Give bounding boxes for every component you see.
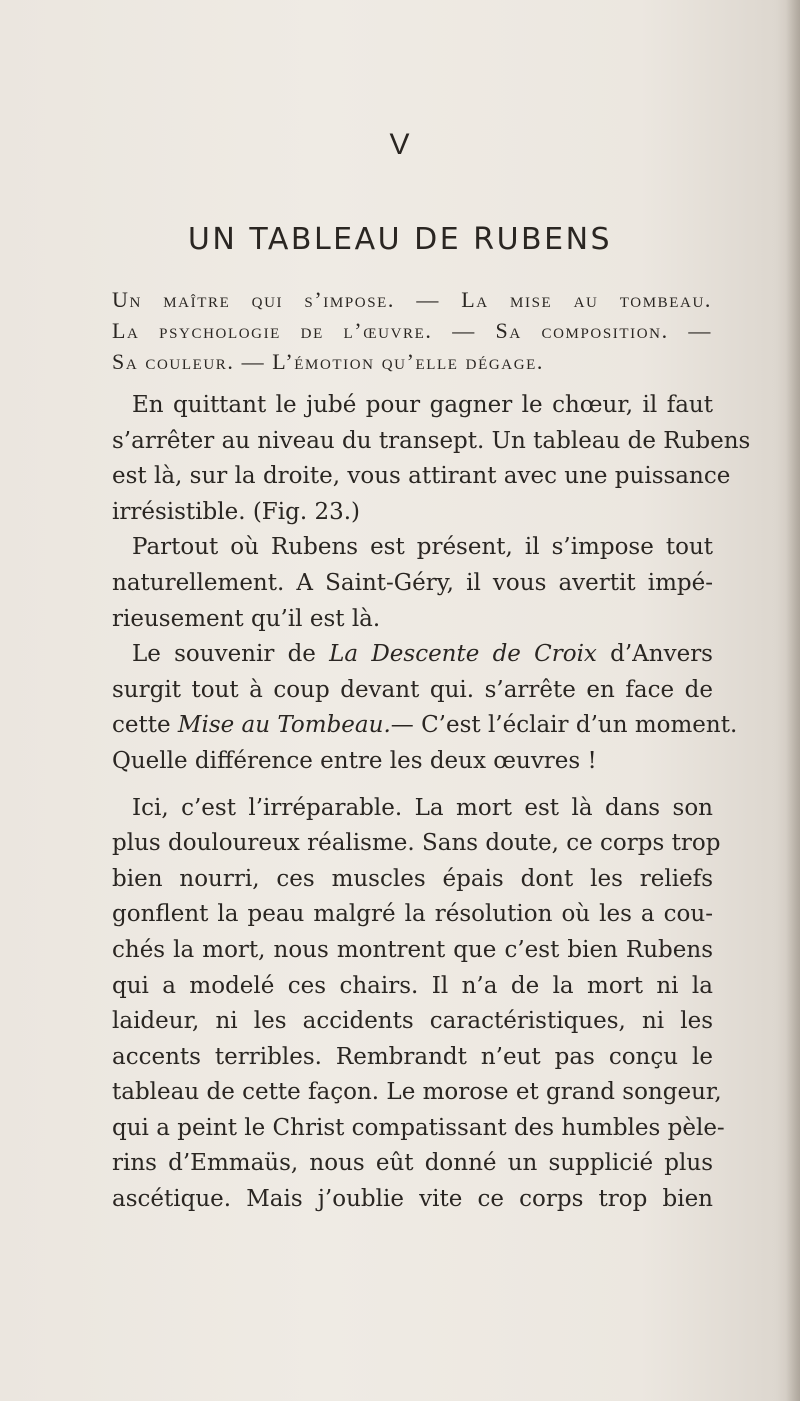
text-line: bien nourri, ces muscles épais dont les reliefs [112,865,713,892]
text-segment: d’Anvers [596,641,713,668]
summary-line: Un maître qui s’impose. — La mise au tombeau. [112,287,712,312]
text-line: irrésistible. (Fig. 23.) [112,498,361,525]
artwork-title: Mise au Tombeau. [177,712,391,739]
text-line: laideur, ni les accidents caractéristiques, ni les [112,1008,713,1035]
text-line: plus douloureux réalisme. Sans doute, ce corps trop [112,830,721,857]
text-line: Partout où Rubens est présent, il s’impose tout [132,534,713,561]
text-line: s’arrêter au niveau du transept. Un tableau de Rubens [112,427,751,454]
text-line: chés la mort, nous montrent que c’est bien Rubens [112,936,713,963]
text-line: surgit tout à coup devant qui. s’arrête en face de [112,676,713,703]
artwork-title: La Descente de Croix [329,641,597,668]
text-line: qui a peint le Christ compatissant des humbles pèle- [112,1114,725,1141]
body-text [112,388,751,1218]
text-line: rins d’Emmaüs, nous eût donné un supplicié plus [112,1150,713,1177]
text-line: qui a modelé ces chairs. Il n’a de la mort ni la [112,972,713,999]
text-line: Quelle différence entre les deux œuvres ! [112,747,597,774]
text-segment: Le souvenir de [132,641,330,668]
text-line [112,637,713,673]
text-segment: cette [112,712,178,739]
chapter-title: UN TABLEAU DE RUBENS [187,222,613,257]
chapter-summary [112,284,712,377]
text-line: ascétique. Mais j’oublie vite ce corps trop bien [112,1186,713,1213]
text-line: rieusement qu’il est là. [112,605,381,632]
text-line: naturellement. A Saint-Géry, il vous avertit impé- [112,569,713,596]
chapter-number: V [389,128,411,161]
text-segment: — C’est l’éclair d’un moment. [390,712,738,739]
page-edge-shadow [786,0,800,1401]
text-line: Ici, c’est l’irréparable. La mort est là dans son [132,794,713,821]
text-line: est là, sur la droite, vous attirant avec une puissance [112,463,731,490]
text-line [112,708,738,744]
text-line: gonflent la peau malgré la résolution où les a cou- [112,901,713,928]
text-line: accents terribles. Rembrandt n’eut pas conçu le [112,1043,713,1070]
summary-line: Sa couleur. — L’émotion qu’elle dégage. [112,349,544,374]
summary-line: La psychologie de l’œuvre. — Sa composition. — [112,318,712,343]
text-line: En quittant le jubé pour gagner le chœur, il faut [132,392,713,418]
paragraph-gap [112,780,713,791]
text-line: tableau de cette façon. Le morose et grand songeur, [112,1079,722,1106]
